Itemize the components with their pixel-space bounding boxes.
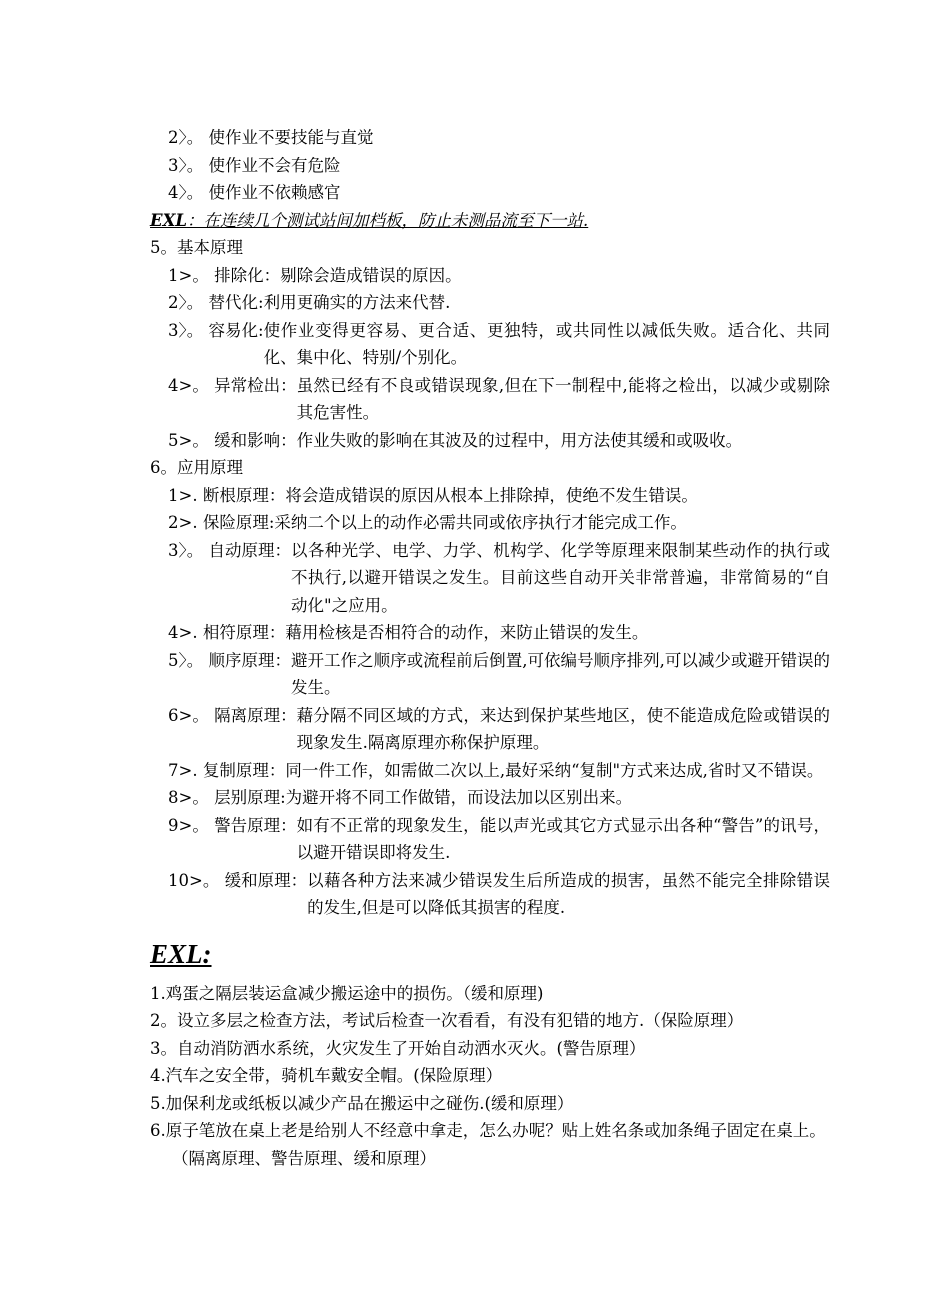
section-5-item — [150, 427, 830, 455]
item-label: 9>。 警告原理： — [168, 815, 297, 835]
item-label: 1>. 断根原理： — [168, 485, 286, 505]
section-6-item — [150, 647, 830, 702]
exl-note-text: ：在连续几个测试站间加档板，防止未测品流至下一站. — [186, 210, 589, 230]
item-label: 6>。 隔离原理： — [168, 705, 297, 725]
item-text: 如有不正常的现象发生，能以声光或其它方式显示出各种“警告”的讯号，以避开错误即将发生. — [296, 815, 830, 862]
document-page — [150, 124, 830, 1172]
section-5-title: 5。基本原理 — [150, 238, 243, 257]
item-label: 4>。 异常检出： — [168, 375, 297, 395]
item-label: 3〉。 自动原理： — [168, 540, 291, 560]
example-item: 1.鸡蛋之隔层装运盒减少搬运途中的损伤。（缓和原理) — [150, 983, 544, 1003]
section-6-item — [150, 537, 830, 620]
item-label: 7>. 复制原理： — [168, 760, 286, 780]
item-label: 3〉。 容易化: — [168, 320, 264, 340]
section-5-item — [150, 262, 830, 290]
item-text: 采纳二个以上的动作必需共同或依序执行才能完成工作。 — [274, 513, 687, 532]
item-label: 1>。 排除化： — [168, 265, 281, 285]
item-text: 以各种光学、电学、力学、机构学、化学等原理来限制某些动作的执行或不执行,以避开错误之发生。目前这些自动开关非常普遍，非常简易的“自动化"之应用。 — [291, 540, 830, 615]
section-5-item — [150, 372, 830, 427]
item-text: 藉分隔不同区域的方式，来达到保护某些地区，使不能造成危险或错误的现象发生.隔离原理亦称保护原理。 — [296, 705, 830, 752]
item-text: 避开工作之顺序或流程前后倒置,可依编号顺序排列,可以减少或避开错误的发生。 — [291, 650, 830, 697]
item-label: 5〉。 顺序原理： — [168, 650, 291, 670]
section-6-item — [150, 867, 830, 922]
section-6-item — [150, 702, 830, 757]
example-item: 3。自动消防洒水系统，火灾发生了开始自动洒水灭火。(警告原理） — [150, 1038, 646, 1058]
item-text: 利用更确实的方法来代替. — [263, 293, 451, 312]
top-item: 3〉。 使作业不会有危险 — [168, 155, 341, 175]
top-item: 2〉。 使作业不要技能与直觉 — [168, 128, 374, 147]
section-6-item — [150, 482, 830, 510]
item-text: 虽然已经有不良或错误现象,但在下一制程中,能将之检出，以减少或剔除其危害性。 — [296, 375, 830, 422]
exl-note-label: EXL — [150, 210, 187, 230]
section-6-item — [150, 619, 830, 647]
section-6-item — [150, 812, 830, 867]
item-label: 10>。 缓和原理： — [168, 870, 308, 890]
top-item: 4〉。 使作业不依赖感官 — [168, 183, 341, 202]
item-text: 以藉各种方法来减少错误发生后所造成的损害，虽然不能完全排除错误的发生,但是可以降低其损害的程度. — [307, 870, 830, 917]
item-text: 藉用检核是否相符合的动作，来防止错误的发生。 — [285, 623, 649, 642]
item-text: 作业失败的影响在其波及的过程中，用方法使其缓和或吸收。 — [296, 430, 743, 450]
exl-note — [150, 207, 830, 235]
item-text: 同一件工作，如需做二次以上,最好采纳“复制"方式来达成,省时又不错误。 — [285, 760, 824, 780]
item-label: 5>。 缓和影响： — [168, 430, 297, 450]
item-label: 8>。 层别原理: — [168, 788, 286, 807]
section-6-item — [150, 757, 830, 785]
section-5-item — [150, 317, 830, 372]
item-label: 2〉。 替代化: — [168, 293, 264, 312]
item-text: 将会造成错误的原因从根本上排除掉，使绝不发生错误。 — [285, 485, 698, 505]
exl-heading: EXL: — [150, 938, 212, 969]
item-label: 2>. 保险原理: — [168, 513, 275, 532]
item-label: 4>. 相符原理： — [168, 623, 286, 642]
example-item: 2。设立多层之检查方法，考试后检查一次看看，有没有犯错的地方.（保险原理） — [150, 1011, 744, 1030]
section-6-item — [150, 509, 830, 537]
example-item: 4.汽车之安全带，骑机车戴安全帽。(保险原理） — [150, 1066, 503, 1085]
item-text: 为避开将不同工作做错，而设法加以区别出来。 — [285, 788, 633, 807]
section-6-item — [150, 784, 830, 812]
item-text: 剔除会造成错误的原因。 — [280, 265, 462, 285]
section-6-title: 6。应用原理 — [150, 458, 243, 477]
example-item: 5.加保利龙或纸板以减少产品在搬运中之碰伤.(缓和原理） — [150, 1093, 574, 1113]
item-text: 使作业变得更容易、更合适、更独特，或共同性以减低失败。适合化、共同化、集中化、特别/个别化。 — [263, 320, 830, 367]
example-item: 6.原子笔放在桌上老是给别人不经意中拿走，怎么办呢？贴上姓名条或加条绳子固定在桌上。（隔离原理、警告原理、缓和原理） — [150, 1121, 826, 1168]
section-5-item — [150, 289, 830, 317]
